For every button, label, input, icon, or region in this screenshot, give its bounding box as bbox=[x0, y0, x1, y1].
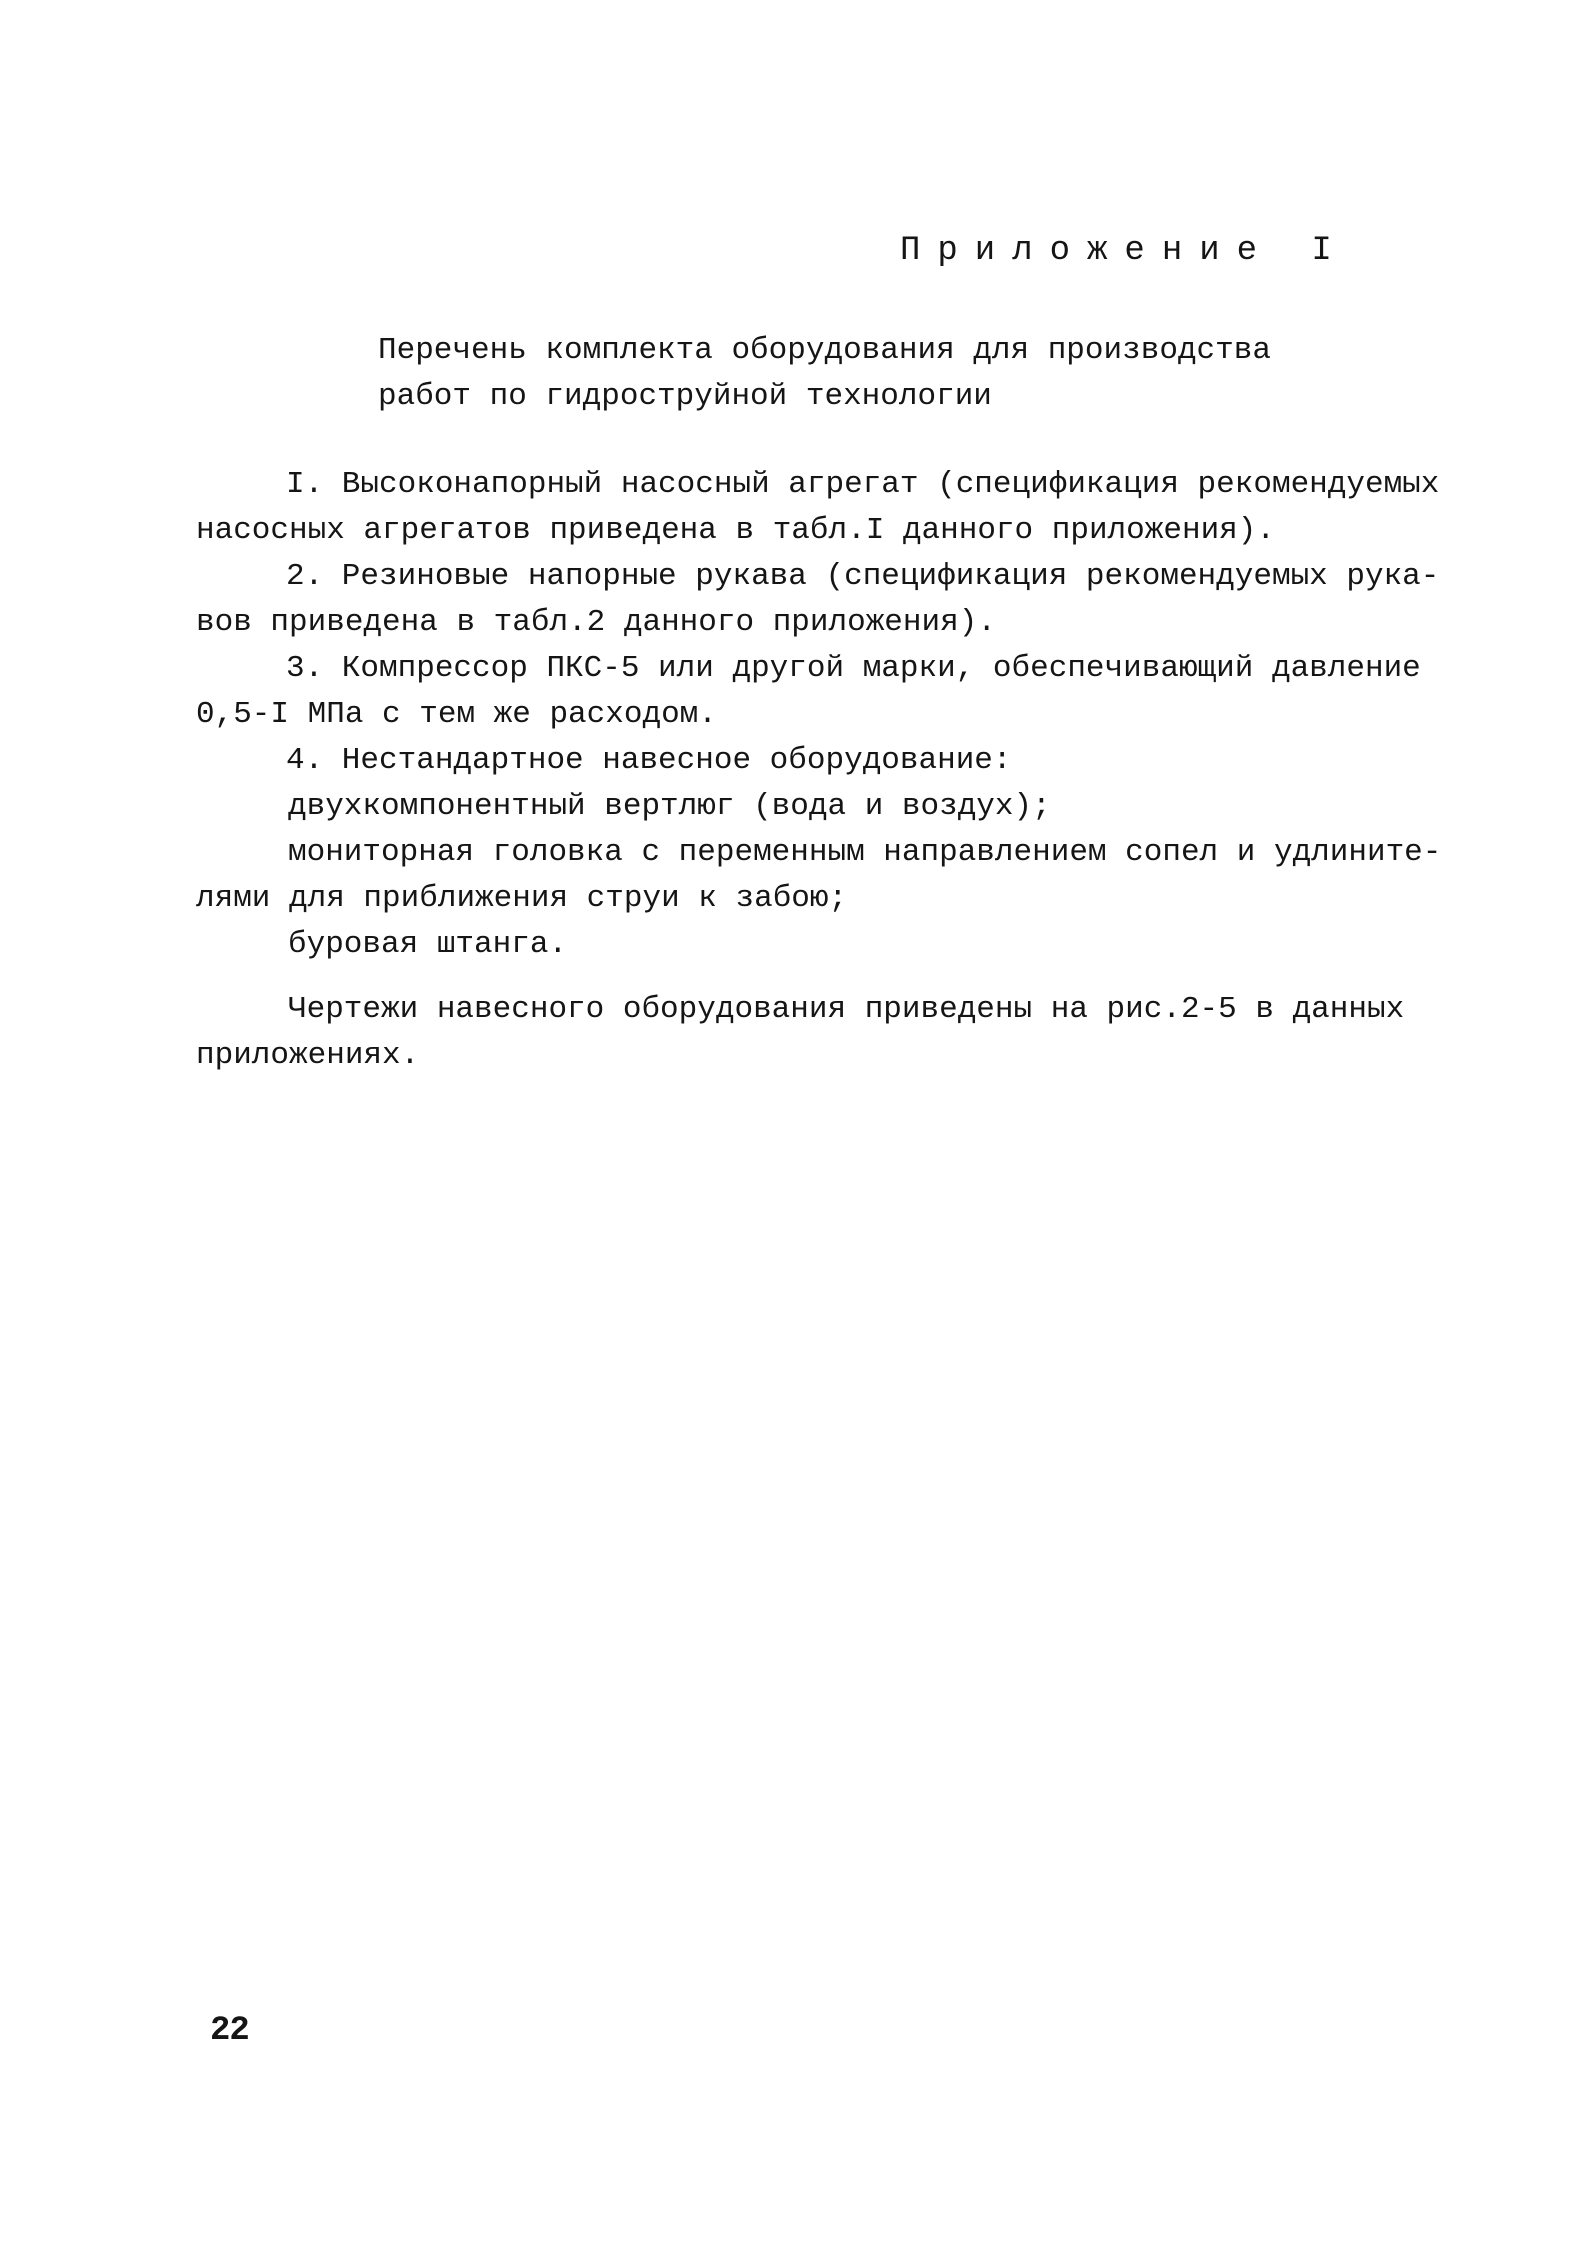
title-line: работ по гидроструйной технологии bbox=[378, 379, 992, 414]
sub-item-monitor-head-line-1: мониторная головка с переменным направлением сопел и удлините- bbox=[288, 835, 1442, 870]
list-item-2-line-2: вов приведена в табл.2 данного приложения). bbox=[196, 605, 996, 640]
sub-item-swivel: двухкомпонентный вертлюг (вода и воздух); bbox=[288, 789, 1051, 824]
list-item-3-line-1: 3. Компрессор ПКС-5 или другой марки, обеспечивающий давление bbox=[286, 651, 1421, 686]
paragraph-gap bbox=[196, 968, 1436, 987]
page-number: 22 bbox=[210, 2012, 249, 2050]
list-item-2-line-1: 2. Резиновые напорные рукава (спецификация рекомендуемых рука- bbox=[286, 559, 1440, 594]
list-item-1-line-1: I. Высоконапорный насосный агрегат (спецификация рекомендуемых bbox=[286, 467, 1440, 502]
sub-item-drill-rod: буровая штанга. bbox=[288, 927, 568, 962]
list-item-4: 4. Нестандартное навесное оборудование: bbox=[286, 743, 1012, 778]
appendix-label: Приложение I bbox=[900, 232, 1349, 270]
title-line: Перечень комплекта оборудования для производства bbox=[378, 333, 1271, 368]
list-item-3-line-2: 0,5-I МПа с тем же расходом. bbox=[196, 697, 717, 732]
drawings-note-line-1: Чертежи навесного оборудования приведены на рис.2-5 в данных bbox=[288, 992, 1405, 1027]
equipment-list bbox=[196, 462, 1442, 1079]
document-title bbox=[378, 328, 1271, 420]
list-item-1-line-2: насосных агрегатов приведена в табл.I данного приложения). bbox=[196, 513, 1275, 548]
drawings-note-line-2: приложениях. bbox=[196, 1038, 420, 1073]
sub-item-monitor-head-line-2: лями для приближения струи к забою; bbox=[196, 881, 848, 916]
